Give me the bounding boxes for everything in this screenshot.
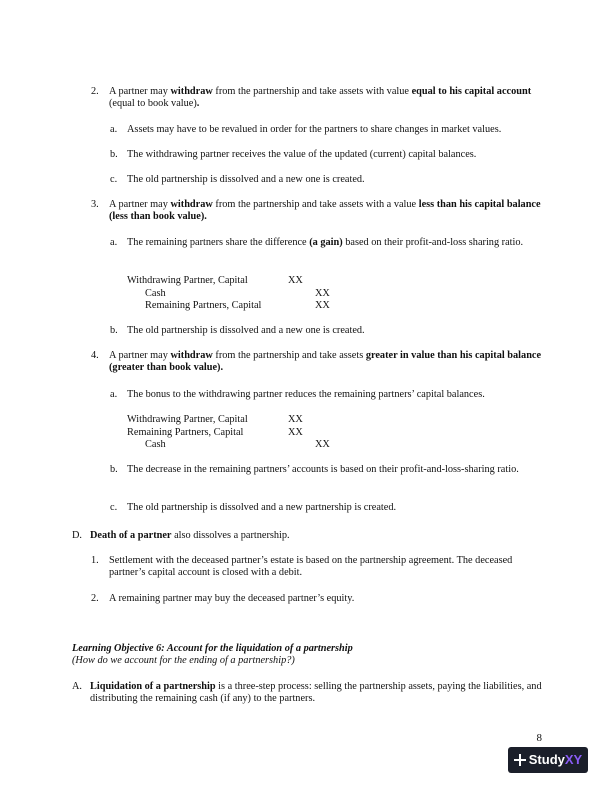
item-2c-letter: c.: [110, 174, 118, 185]
journal-entry-3-credit-3: XX: [315, 300, 330, 311]
journal-entry-3-line-1: Withdrawing Partner, Capital: [127, 275, 248, 286]
item-2c-text: The old partnership is dissolved and a new one is created.: [127, 174, 365, 185]
section-a-text: [90, 681, 545, 706]
item-3-bold-phrase: less than his capital balance (less than book value).: [109, 199, 541, 223]
item-2-text-part: from the partnership and take assets with value: [212, 86, 412, 97]
journal-entry-3-line-3: Remaining Partners, Capital: [145, 300, 262, 311]
item-2-bold-period: .: [196, 98, 200, 110]
item-3b-letter: b.: [110, 325, 118, 336]
journal-entry-4-line-1: Withdrawing Partner, Capital: [127, 414, 248, 425]
item-4-text-part: from the partnership and take assets: [212, 350, 366, 361]
item-4b-text: The decrease in the remaining partners’ accounts is based on their profit-and-loss-sharing ratio.: [127, 464, 519, 475]
item-2b-text: The withdrawing partner receives the value of the updated (current) capital balances.: [127, 149, 477, 160]
item-3a-text: [127, 237, 537, 249]
item-2-number: 2.: [91, 86, 99, 97]
section-d-item-1-number: 1.: [91, 555, 99, 566]
item-3-text: [109, 199, 545, 224]
item-2-text-part: A partner may: [109, 86, 171, 97]
item-3-bold-withdraw: withdraw: [170, 199, 213, 210]
section-d-bold-death: Death of a partner: [90, 530, 172, 541]
section-d-item-1-text: Settlement with the deceased partner’s estate is based on the partnership agreement. The deceased partner’s capital account is closed with a debit.: [109, 555, 513, 579]
section-d-text-part: also dissolves a partnership.: [171, 530, 290, 541]
section-d-text: [90, 530, 540, 542]
item-3a-text-part: based on their profit-and-loss sharing ratio.: [342, 237, 524, 248]
studyxy-logo-text: [528, 751, 583, 767]
studyxy-logo-accent: XY: [564, 751, 583, 767]
journal-entry-4-line-3: Cash: [145, 439, 166, 450]
journal-entry-3-debit-1: XX: [288, 275, 303, 286]
journal-entry-4-credit-3: XX: [315, 439, 330, 450]
page-number: 8: [536, 732, 542, 744]
journal-entry-4-line-2: Remaining Partners, Capital: [127, 427, 244, 438]
item-4b-letter: b.: [110, 464, 118, 475]
item-3-text-part: A partner may: [109, 199, 171, 210]
item-4-bold-phrase: greater in value than his capital balance (greater than book value).: [109, 350, 542, 374]
item-4-text-part: A partner may: [109, 350, 171, 361]
studyxy-logo-main: Study: [528, 751, 565, 767]
item-4a-text: The bonus to the withdrawing partner reduces the remaining partners’ capital balances.: [127, 389, 485, 400]
item-3a-text-part: The remaining partners share the difference: [127, 237, 310, 248]
item-2-bold-withdraw: withdraw: [170, 86, 213, 97]
item-3b-text: The old partnership is dissolved and a new one is created.: [127, 325, 365, 336]
learning-objective-6-title: Learning Objective 6: Account for the liquidation of a partnership: [72, 643, 353, 654]
item-2-text-part: (equal to book value): [109, 98, 197, 110]
item-2a-text: Assets may have to be revalued in order for the partners to share changes in market values.: [127, 124, 502, 135]
journal-entry-4-debit-2: XX: [288, 427, 303, 438]
item-3a-bold-gain: (a gain): [309, 237, 343, 248]
item-4-number: 4.: [91, 350, 99, 361]
item-4c-letter: c.: [110, 502, 118, 513]
item-2b-letter: b.: [110, 149, 118, 160]
studyxy-logo: [508, 747, 588, 773]
item-4-text: [109, 350, 545, 375]
journal-entry-3-line-2: Cash: [145, 288, 166, 299]
item-4a-letter: a.: [110, 389, 118, 400]
section-d-letter: D.: [72, 530, 83, 541]
section-a-bold-liquidation: Liquidation of a partnership: [90, 681, 216, 692]
item-4c-text: The old partnership is dissolved and a new partnership is created.: [127, 502, 397, 513]
journal-entry-4-debit-1: XX: [288, 414, 303, 425]
plus-icon: [514, 754, 526, 766]
item-3-number: 3.: [91, 199, 99, 210]
item-2-text: [109, 86, 539, 111]
item-2-bold-phrase: equal to his capital account: [411, 86, 532, 97]
section-d-item-2-number: 2.: [91, 593, 99, 604]
journal-entry-3-credit-2: XX: [315, 288, 330, 299]
item-2a-letter: a.: [110, 124, 118, 135]
section-a-letter: A.: [72, 681, 83, 692]
item-4-bold-withdraw: withdraw: [170, 350, 213, 361]
section-d-item-2-text: A remaining partner may buy the deceased partner’s equity.: [109, 593, 355, 604]
section-a-text-part: is a three-step process: selling the partnership assets, paying the liabilities, and distributing the remaining cash (if any) to the partners.: [90, 681, 542, 705]
learning-objective-6-question: (How do we account for the ending of a partnership?): [72, 655, 295, 666]
item-3-text-part: from the partnership and take assets with a value: [212, 199, 419, 210]
item-3a-letter: a.: [110, 237, 118, 248]
